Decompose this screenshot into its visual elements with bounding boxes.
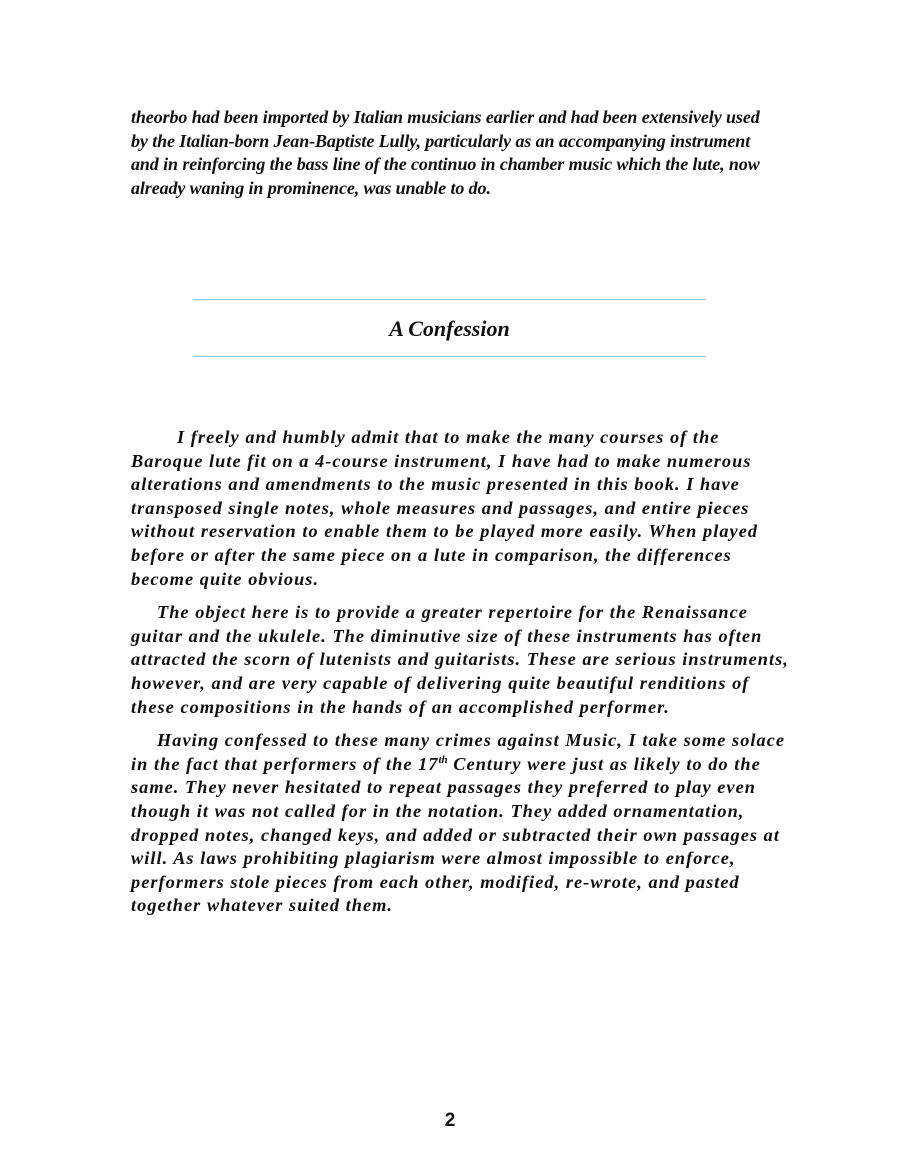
ordinal-superscript: th — [438, 753, 448, 766]
heading-bottom-rule — [193, 356, 706, 357]
intro-paragraph: theorbo had been imported by Italian musicians earlier and had been extensively used by the Italian-born Jean-Baptiste Lully, particularly as an accompanying instrument and in reinforcing the bass line of the continuo in chamber music which the lute, now already waning in prominence, was unable to do. — [131, 107, 760, 198]
confession-paragraph-2: The object here is to provide a greater repertoire for the Renaissance guitar and the ukulele. The diminutive size of these instruments has often attracted the scorn of lutenists and guitarists. These are serious instruments, however, and are very capable of delivering quite beautiful renditions of these compositions in the hands of an accomplished performer. — [131, 602, 789, 717]
paragraph-3-text-end: Century were just as likely to do the same. They never hesitated to repeat passages they preferred to play even though it was not called for in the notation. They added ornamentation, dropped notes, changed keys, and added or subtracted their own passages at will. As laws prohibiting plagiarism were almost impossible to enforce, performers stole pieces from each other, modified, re-wrote, and pasted together whatever suited them. — [131, 753, 781, 916]
section-heading: A Confession — [389, 316, 510, 341]
confession-paragraph-1: I freely and humbly admit that to make the many courses of the Baroque lute fit on a 4-course instrument, I have had to make numerous alterations and amendments to the music presented in this book. I have transposed single notes, whole measures and passages, and entire pieces without reservation to enable them to be played more easily. When played before or after the same piece on a lute in comparison, the differences become quite obvious. — [131, 427, 759, 589]
section-body — [131, 426, 791, 928]
heading-top-rule — [193, 299, 706, 300]
page-number: 2 — [444, 1110, 456, 1131]
confession-paragraph-3 — [131, 729, 791, 918]
paragraph-3-text-start: Having confessed to these many crimes against Music, I take some solace in the fact that performers of the 17 — [131, 730, 786, 774]
